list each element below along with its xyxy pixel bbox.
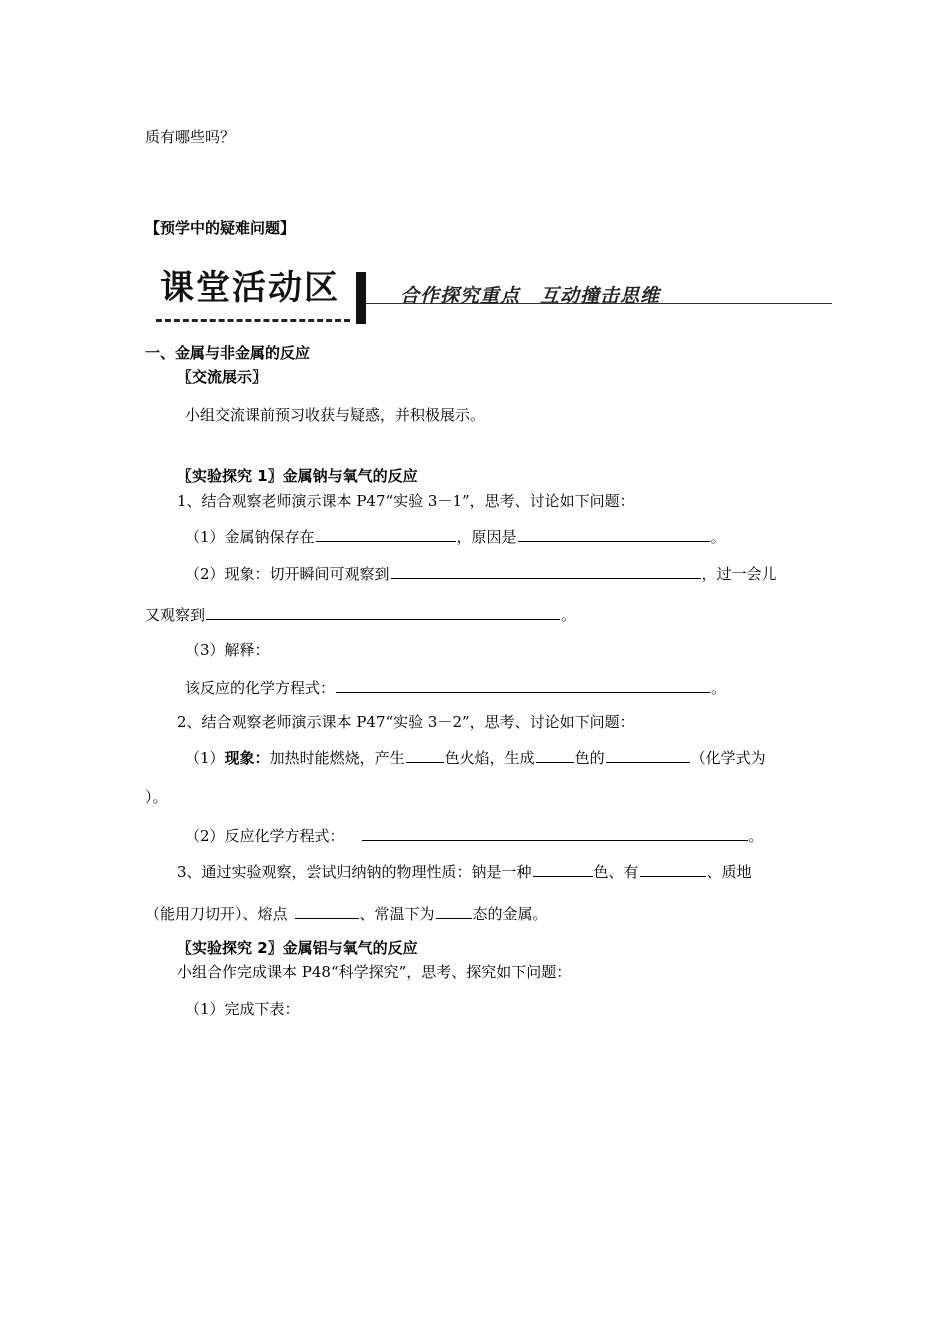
question-1-intro: 1、结合观察老师演示课本 P47“实验 3－1”，思考、讨论如下问题：	[177, 492, 635, 510]
prestudy-heading: 【预学中的疑难问题】	[145, 219, 296, 237]
question-2-1: （1）现象：加热时能燃烧，产生 色火焰，生成 色的 （化学式为	[185, 749, 766, 767]
answer-blank[interactable]	[640, 862, 706, 877]
question-1-1: （1）金属钠保存在 ，原因是 。	[185, 528, 726, 546]
question-3-continued: （能用刀切开）、熔点 、常温下为 态的金属。	[145, 905, 548, 923]
question-1-2: （2）现象：切开瞬间可观察到 ，过一会儿	[185, 565, 777, 583]
answer-blank[interactable]	[336, 678, 710, 693]
answer-blank[interactable]	[536, 748, 574, 763]
exchange-heading: 〖交流展示〗	[177, 368, 268, 386]
banner-title: 课堂活动区	[160, 268, 340, 308]
experiment-2-heading: 〖实验探究 2〗金属铝与氧气的反应	[177, 939, 418, 957]
answer-blank[interactable]	[533, 862, 593, 877]
experiment-2-intro: 小组合作完成课本 P48“科学探究”，思考、探究如下问题：	[177, 963, 572, 981]
exchange-text: 小组交流课前预习收获与疑惑，并积极展示。	[185, 406, 486, 424]
question-1-equation: 该反应的化学方程式： 。	[185, 679, 727, 697]
experiment-2-question-1: （1）完成下表：	[185, 1000, 300, 1018]
top-fragment: 质有哪些吗？	[145, 128, 236, 146]
question-1-3: （3）解释：	[185, 641, 270, 659]
experiment-1-heading: 〖实验探究 1〗金属钠与氧气的反应	[177, 467, 418, 485]
question-2-intro: 2、结合观察老师演示课本 P47“实验 3－2”，思考、讨论如下问题：	[177, 713, 635, 731]
answer-blank[interactable]	[606, 748, 690, 763]
answer-blank[interactable]	[295, 904, 359, 919]
banner-underline	[366, 303, 832, 304]
answer-blank[interactable]	[362, 826, 748, 841]
answer-blank[interactable]	[391, 564, 701, 579]
banner-divider-bar	[356, 272, 366, 324]
answer-blank[interactable]	[436, 904, 472, 919]
banner-slogan: 合作探究重点 互动撞击思维	[400, 285, 661, 307]
banner-dashed-underline	[156, 319, 350, 322]
answer-blank[interactable]	[518, 527, 710, 542]
question-2-1-continued: ）。	[145, 788, 168, 806]
question-2-2: （2）反应化学方程式： 。	[185, 827, 764, 845]
answer-blank[interactable]	[316, 527, 456, 542]
answer-blank[interactable]	[406, 748, 444, 763]
section-heading: 一、金属与非金属的反应	[145, 344, 311, 362]
question-1-2-continued: 又观察到 。	[145, 606, 577, 624]
answer-blank[interactable]	[206, 605, 560, 620]
question-3: 3、通过实验观察，尝试归纳钠的物理性质：钠是一种 色、有 、质地	[177, 863, 752, 881]
